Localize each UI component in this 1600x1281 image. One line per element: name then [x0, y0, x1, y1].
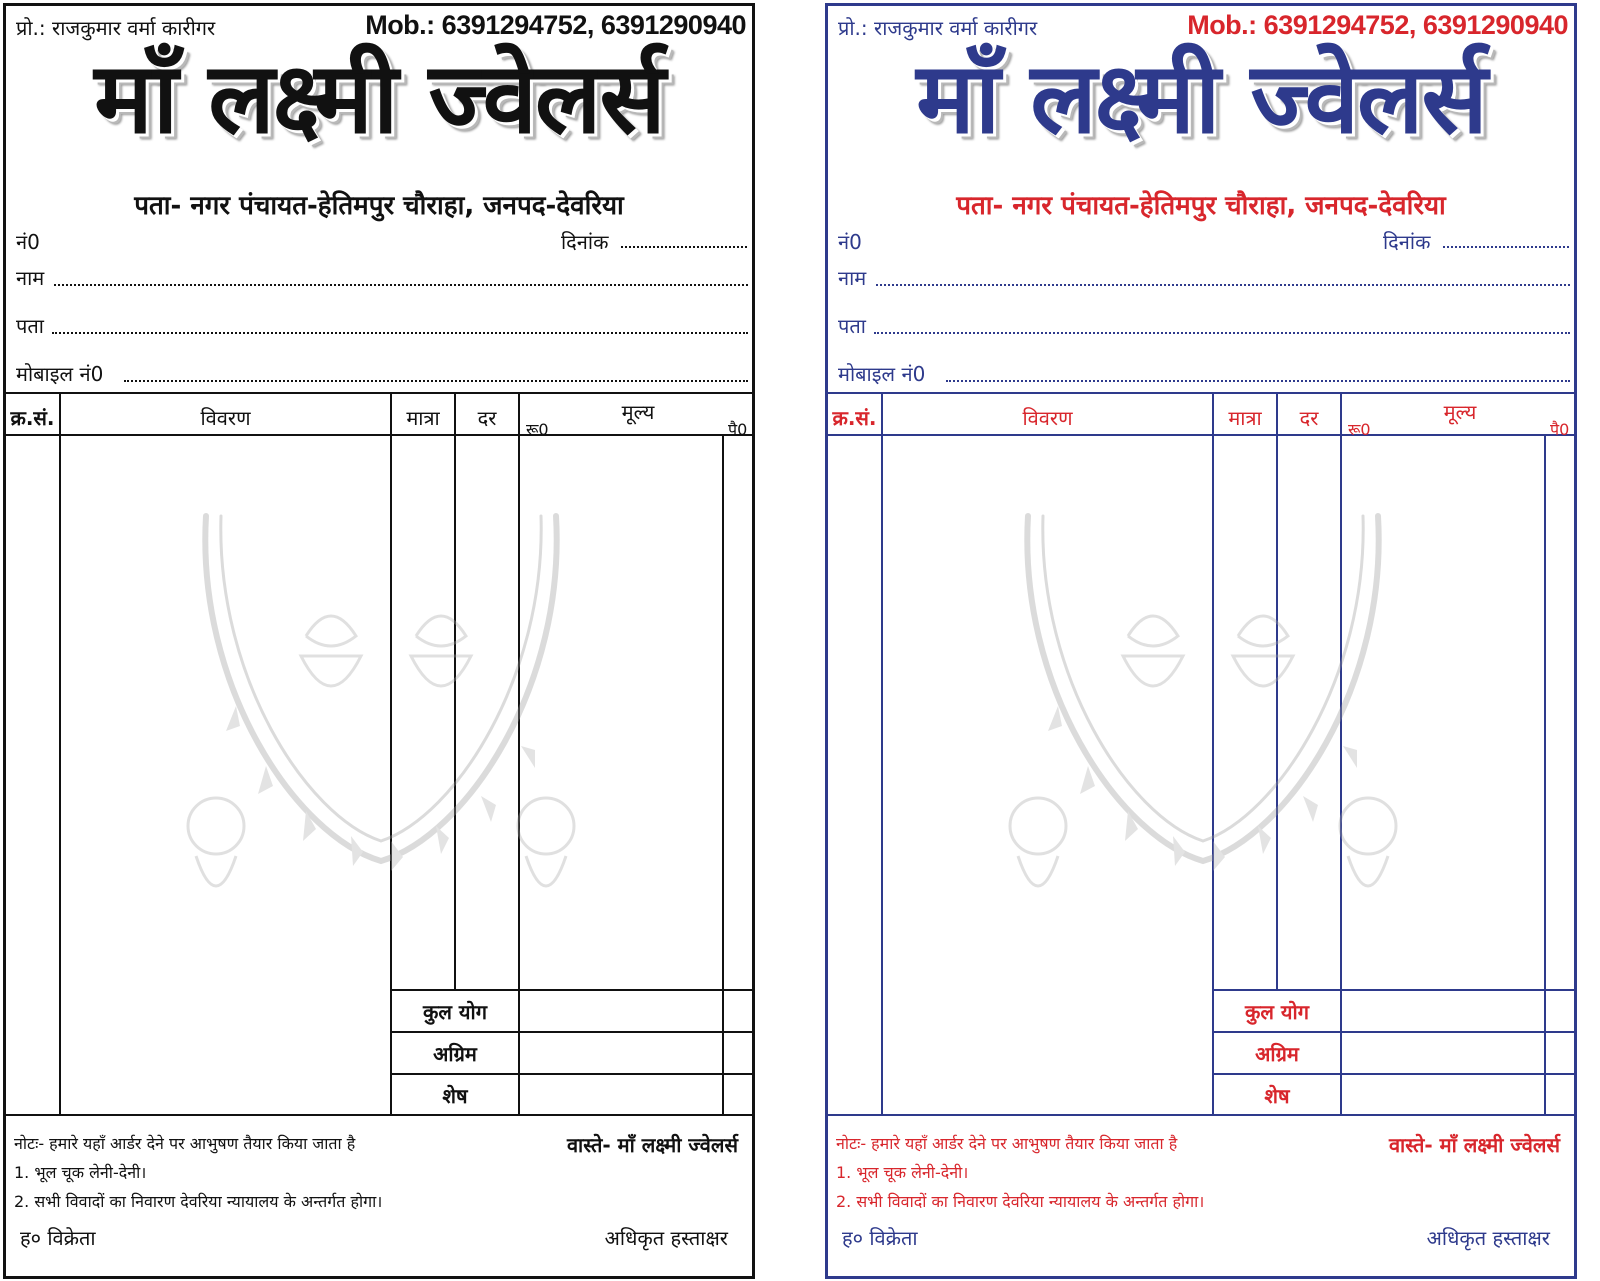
col-divider-paise [722, 434, 724, 1116]
date-label: दिनांक [1383, 230, 1431, 254]
proprietor: प्रो.: राजकुमार वर्मा कारीगर [838, 16, 1038, 40]
header-description: विवरण [200, 406, 251, 430]
name-line [54, 284, 748, 286]
shop-name: माँ लक्ष्मी ज्वेलर्स [916, 42, 1486, 156]
summary-line-2 [390, 1073, 752, 1075]
summary-top-line [1212, 989, 1574, 991]
table-top-border [828, 392, 1574, 394]
header-serial: क्र.सं. [10, 406, 55, 430]
date-line [1443, 246, 1569, 248]
table-bottom-border [828, 1114, 1574, 1116]
header-rate: दर [477, 406, 497, 430]
header-description: विवरण [1022, 406, 1073, 430]
authorized-signature-label: अधिकृत हस्ताक्षर [1426, 1226, 1550, 1250]
for-shop-text: वास्ते- माँ लक्ष्मी ज्वेलर्स [1388, 1133, 1560, 1157]
customer-address-label: पता [838, 314, 866, 338]
shop-name: माँ लक्ष्मी ज्वेलर्स [94, 42, 664, 156]
col-divider-paise [1544, 434, 1546, 1116]
table-header-divider [6, 434, 752, 436]
bill-black [3, 3, 755, 1279]
note-point-1: 1. भूल चूक लेनी-देनी। [14, 1163, 147, 1182]
customer-address-label: पता [16, 314, 44, 338]
header-paise: पै0 [728, 420, 748, 439]
total-label: कुल योग [423, 1000, 487, 1024]
summary-top-line [390, 989, 752, 991]
customer-name-label: नाम [838, 266, 867, 290]
date-line [621, 246, 747, 248]
summary-line-1 [1212, 1031, 1574, 1033]
note-text: नोटः- हमारे यहाँ आर्डर देने पर आभुषण तैयार किया जाता है [836, 1134, 1178, 1153]
col-divider-serial [59, 392, 61, 1116]
mobile-numbers: Mob.: 6391294752, 6391290940 [365, 10, 746, 40]
shop-address: पता- नगर पंचायत-हेतिमपुर चौराहा, जनपद-देवरिया [956, 191, 1446, 221]
necklace-watermark-icon [176, 506, 586, 926]
advance-label: अग्रिम [1255, 1042, 1299, 1066]
note-text: नोटः- हमारे यहाँ आर्डर देने पर आभुषण तैयार किया जाता है [14, 1134, 356, 1153]
header-serial: क्र.सं. [832, 406, 877, 430]
balance-label: शेष [1264, 1084, 1290, 1108]
header-rupees: रू0 [526, 420, 549, 439]
bill-number-label: नं0 [16, 230, 40, 254]
note-point-2: 2. सभी विवादों का निवारण देवरिया न्यायालय के अन्तर्गत होगा। [836, 1192, 1205, 1211]
total-label: कुल योग [1245, 1000, 1309, 1024]
proprietor: प्रो.: राजकुमार वर्मा कारीगर [16, 16, 216, 40]
note-point-2: 2. सभी विवादों का निवारण देवरिया न्यायालय के अन्तर्गत होगा। [14, 1192, 383, 1211]
header-quantity: मात्रा [406, 406, 440, 430]
header-paise: पै0 [1550, 420, 1570, 439]
customer-mobile-label: मोबाइल नं0 [16, 362, 104, 386]
bill-number-label: नं0 [838, 230, 862, 254]
address-line [874, 332, 1570, 334]
name-line [876, 284, 1570, 286]
col-divider-serial [881, 392, 883, 1116]
advance-label: अग्रिम [433, 1042, 477, 1066]
customer-name-label: नाम [16, 266, 45, 290]
table-top-border [6, 392, 752, 394]
necklace-watermark-icon [998, 506, 1408, 926]
summary-line-1 [390, 1031, 752, 1033]
summary-line-2 [1212, 1073, 1574, 1075]
mobile-line [124, 380, 748, 382]
seller-signature-label: ह० विक्रेता [20, 1226, 96, 1250]
header-quantity: मात्रा [1228, 406, 1262, 430]
for-shop-text: वास्ते- माँ लक्ष्मी ज्वेलर्स [566, 1133, 738, 1157]
balance-label: शेष [442, 1084, 468, 1108]
table-header-divider [828, 434, 1574, 436]
note-point-1: 1. भूल चूक लेनी-देनी। [836, 1163, 969, 1182]
authorized-signature-label: अधिकृत हस्ताक्षर [604, 1226, 728, 1250]
table-bottom-border [6, 1114, 752, 1116]
customer-mobile-label: मोबाइल नं0 [838, 362, 926, 386]
mobile-numbers: Mob.: 6391294752, 6391290940 [1187, 10, 1568, 40]
mobile-line [946, 380, 1570, 382]
header-rupees: रू0 [1348, 420, 1371, 439]
header-value: मूल्य [1443, 400, 1477, 424]
header-rate: दर [1299, 406, 1319, 430]
bill-color [825, 3, 1577, 1279]
header-value: मूल्य [621, 400, 655, 424]
shop-address: पता- नगर पंचायत-हेतिमपुर चौराहा, जनपद-देवरिया [134, 191, 624, 221]
seller-signature-label: ह० विक्रेता [842, 1226, 918, 1250]
address-line [52, 332, 748, 334]
date-label: दिनांक [561, 230, 609, 254]
